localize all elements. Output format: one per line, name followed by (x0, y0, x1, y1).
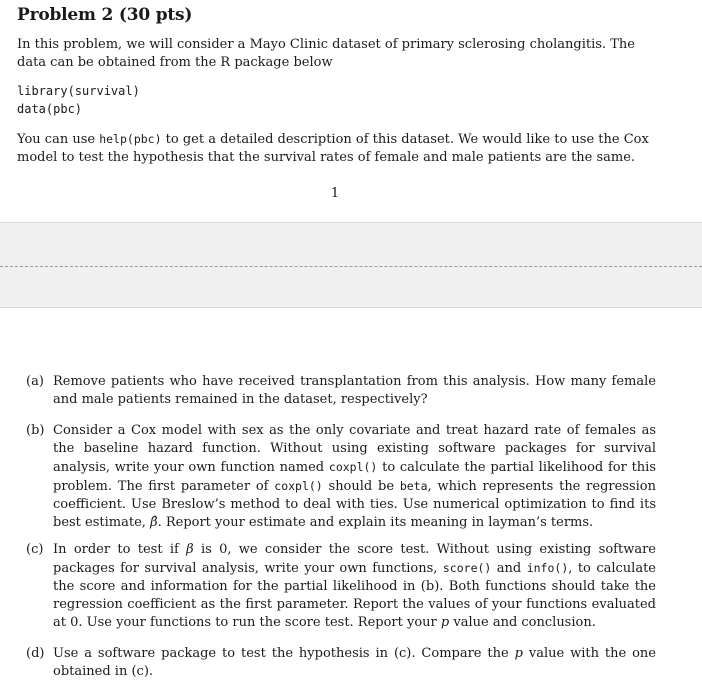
code-info: info() (526, 561, 569, 575)
beta-hat-symbol: β̂ (150, 515, 158, 530)
question-a-label: (a) (26, 374, 44, 389)
question-d-label: (d) (26, 646, 45, 661)
question-b-text-4: , which represents the regression coefficient. Use Breslow’s method to deal with ties. Use numerical optimization to find its best estimate, (53, 479, 656, 530)
question-d (26, 645, 656, 681)
code-line-2: data(pbc) (17, 102, 83, 116)
page-break-line (0, 266, 702, 267)
question-a-text: Remove patients who have received transplantation from this analysis. How many female and male patients remained in the dataset, respectively? (53, 374, 656, 407)
question-b-label: (b) (26, 423, 45, 438)
page-1 (0, 0, 702, 222)
question-a (26, 373, 656, 409)
question-d-text-2: value with the one obtained in (c). (53, 646, 656, 679)
problem-title: Problem 2 (30 pts) (17, 5, 193, 25)
question-d-text (53, 645, 656, 681)
question-c-text-1: In order to test if (53, 542, 187, 557)
code-line-1: library(survival) (17, 84, 140, 98)
description-code-help: help(pbc) (99, 132, 162, 146)
question-b-text-3: should be (322, 479, 400, 494)
p-symbol-d: p (514, 646, 523, 661)
question-b (26, 422, 656, 532)
code-coxpl: coxpl() (328, 460, 378, 474)
question-c (26, 541, 656, 632)
question-c-text-3: and (491, 561, 527, 576)
page-2 (0, 308, 702, 697)
question-b-text (53, 422, 656, 532)
question-b-text-5: . Report your estimate and explain its meaning in layman’s terms. (157, 515, 594, 530)
code-block (17, 82, 140, 118)
page-number: 1 (330, 186, 340, 201)
question-c-text-4: , to calculate the score and information for the partial likelihood in (b). Both functions should take the regression coefficient as the first parameter. Report the values of your functions evaluated at 0. Use your functions to run the score test. Report your (53, 561, 657, 630)
beta-symbol: β (186, 542, 194, 557)
description-paragraph (17, 130, 667, 167)
description-text-2: to get a detailed description of this dataset. We would like to use the Cox model to test the hypothesis that the survival rates of female and male patients are the same. (17, 132, 649, 165)
question-b-text-1: Consider a Cox model with sex as the only covariate and treat hazard rate of females as the baseline hazard function. Without using existing software packages for survival analysis, write your own function named (53, 423, 656, 475)
intro-paragraph: In this problem, we will consider a Mayo Clinic dataset of primary sclerosing cholangitis. The data can be obtained from the R package below (17, 37, 635, 70)
code-beta: beta (399, 479, 428, 493)
question-c-label: (c) (26, 542, 44, 557)
page-break (0, 222, 702, 308)
question-d-text-1: Use a software package to test the hypothesis in (c). Compare the (53, 646, 515, 661)
question-c-text (53, 541, 656, 632)
question-b-text-2: to calculate the partial likelihood for this problem. The first parameter of (53, 460, 657, 494)
code-score: score() (442, 561, 492, 575)
p-symbol: p (440, 615, 450, 630)
code-coxpl-2: coxpl() (274, 479, 323, 493)
question-c-text-5: value and conclusion. (449, 615, 596, 630)
description-text-1: You can use (17, 132, 100, 147)
question-c-text-2: is 0, we consider the score test. Without using existing software packages for survival analysis, write your own functions, (53, 542, 656, 576)
